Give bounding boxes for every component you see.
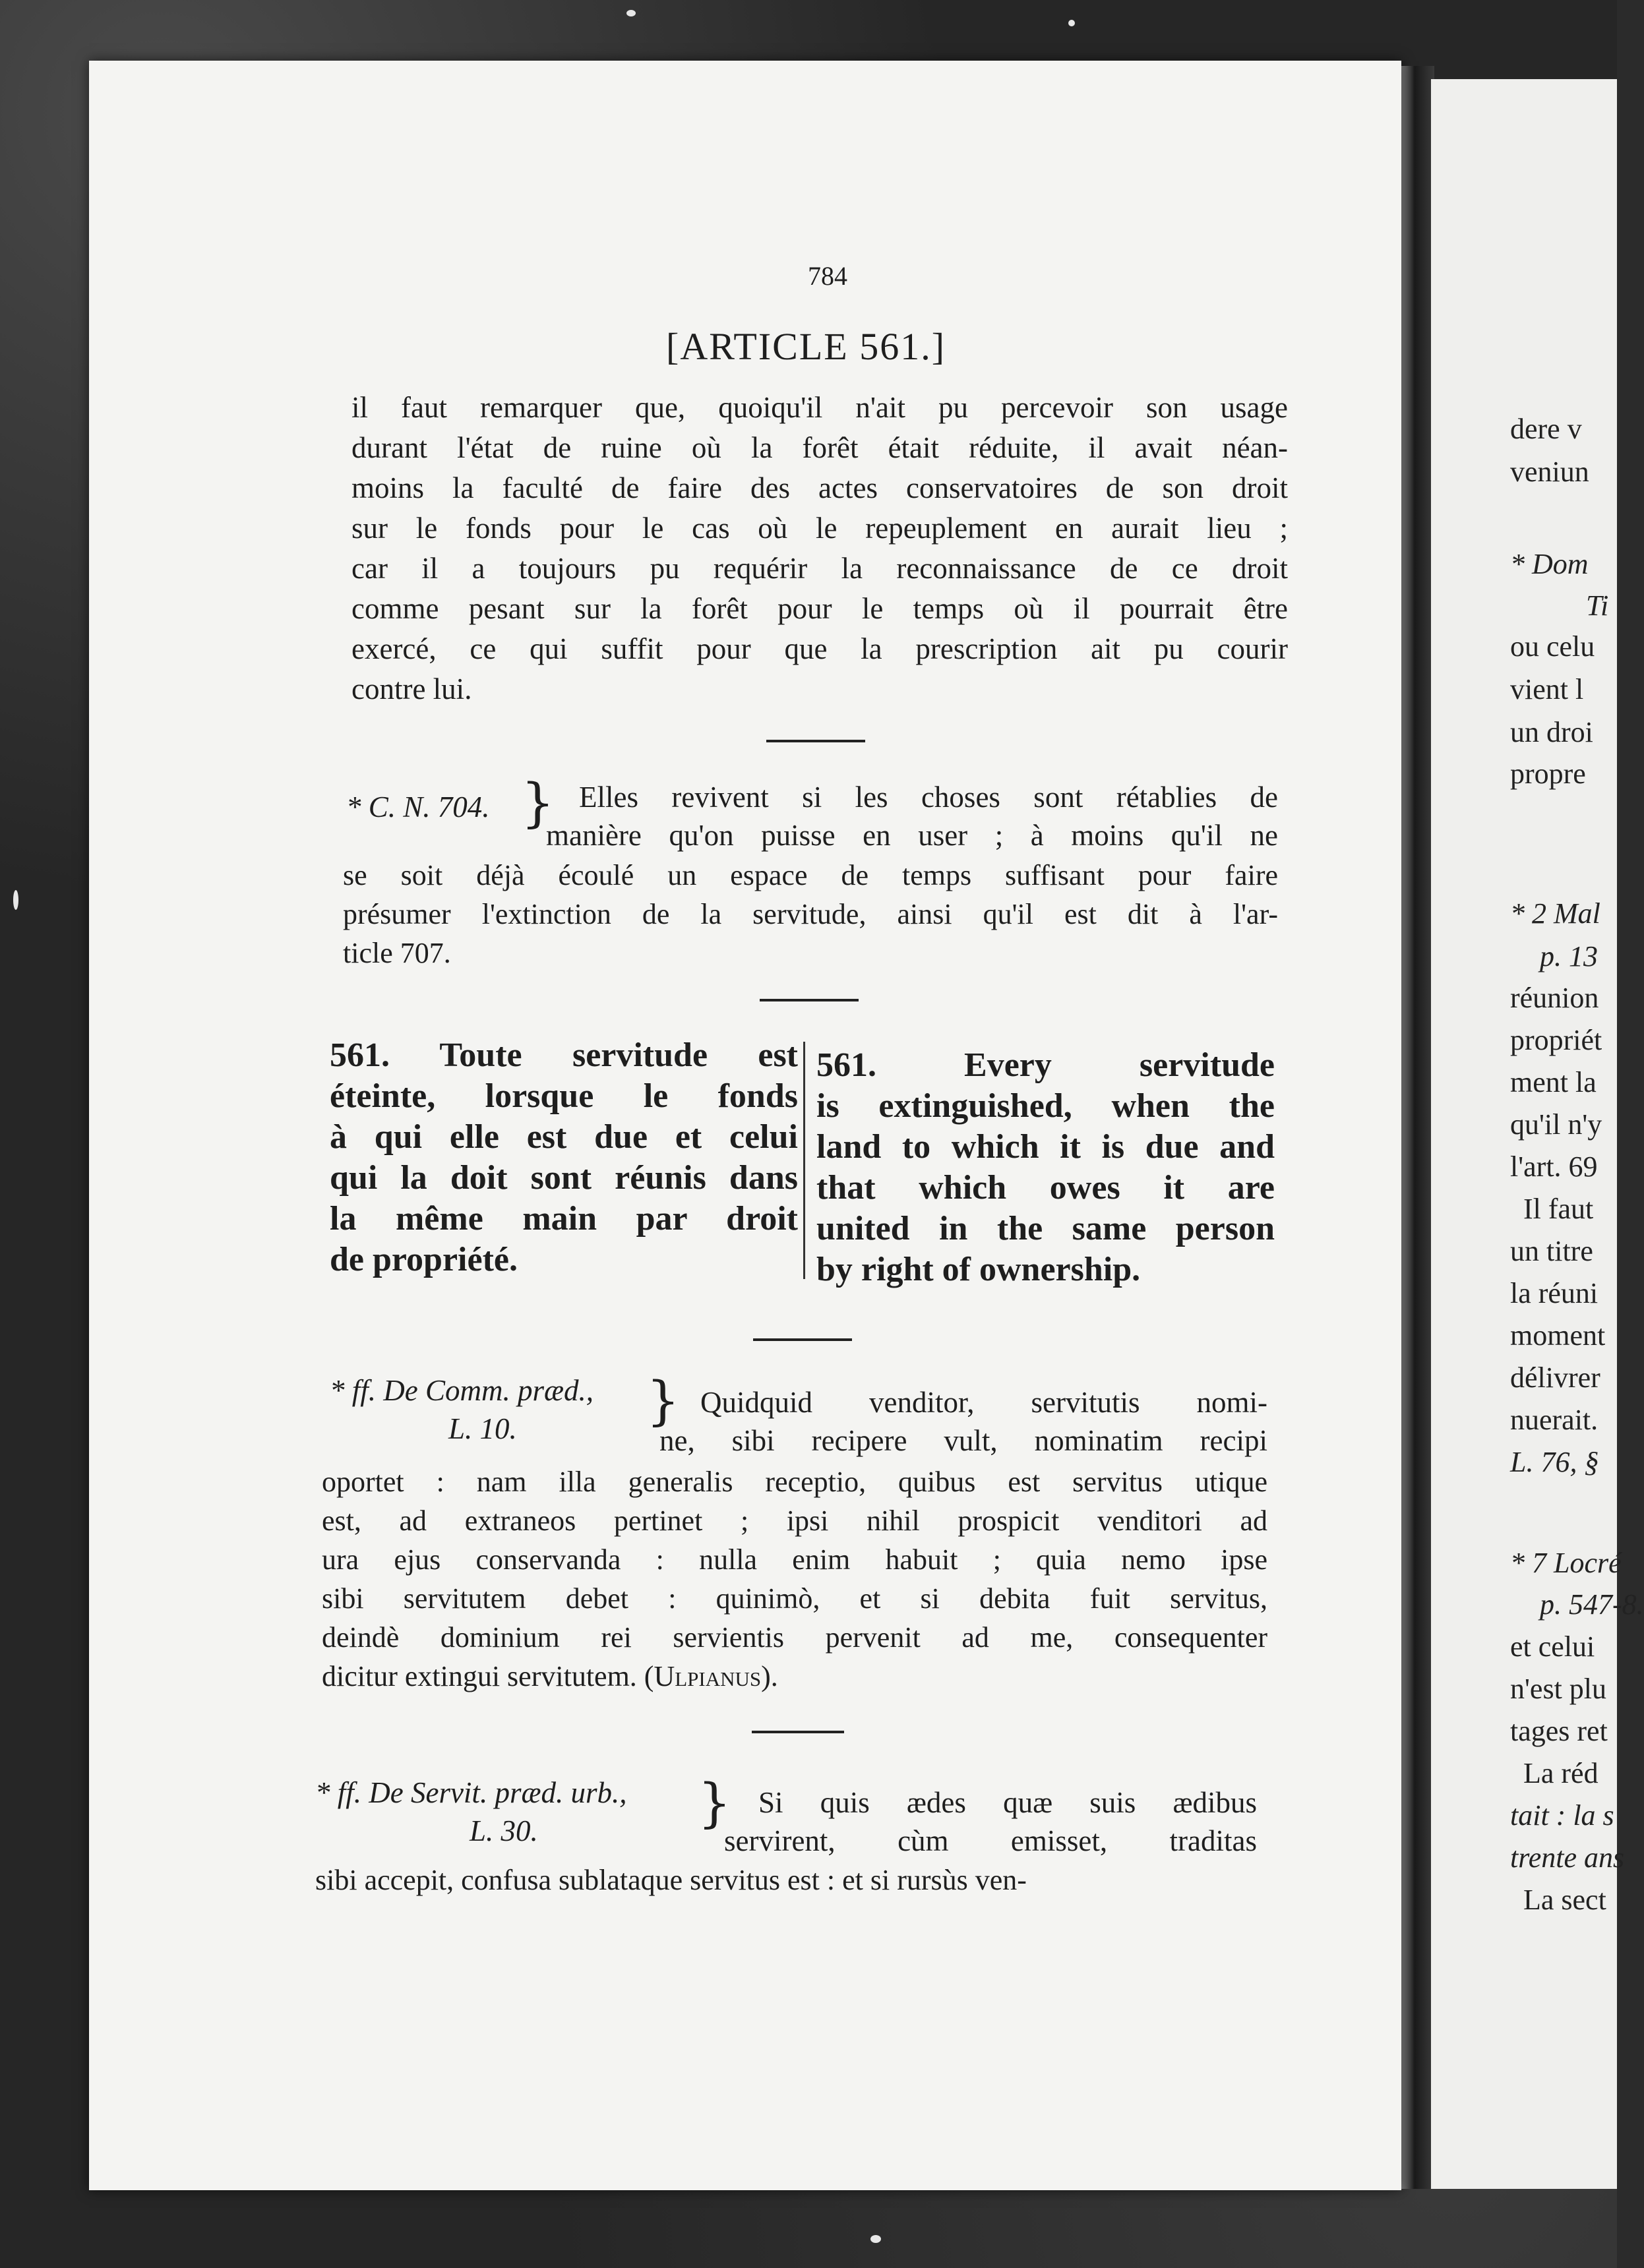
text-line: manière qu'on puisse en user ; à moins qu'il ne — [546, 819, 1278, 852]
facing-fragment: * 2 Mal — [1510, 897, 1600, 930]
text-line: ne, sibi recipere vult, nominatim recipi — [659, 1424, 1267, 1457]
dust-speck — [626, 10, 636, 16]
text-line: moins la faculté de faire des actes conservatoires de son droit — [351, 471, 1288, 504]
text-line: à qui elle est due et celui — [330, 1118, 798, 1156]
facing-fragment: qu'il n'y — [1510, 1108, 1602, 1141]
page-number: 784 — [808, 261, 847, 291]
facing-fragment: un titre — [1510, 1235, 1593, 1267]
facing-fragment: trente ans — [1510, 1841, 1625, 1874]
facing-fragment: réunion — [1510, 982, 1599, 1014]
text-line — [322, 1657, 1267, 1696]
facing-fragment: n'est plu — [1510, 1673, 1607, 1705]
text-line: contre lui. — [351, 672, 472, 705]
article-561-french — [330, 1035, 798, 1280]
text-line: oportet : nam illa generalis receptio, quibus est servitus utique — [322, 1466, 1267, 1498]
text-line: présumer l'extinction de la servitude, ainsi qu'il est dit à l'ar- — [343, 898, 1278, 930]
facing-fragment: p. 13 — [1540, 940, 1598, 972]
facing-fragment: moment — [1510, 1319, 1606, 1352]
facing-fragment: et celui — [1510, 1630, 1595, 1663]
text-line: sibi servitutem debet : quinimò, et si debita fuit servitus, — [322, 1582, 1267, 1615]
text-line: Elles revivent si les choses sont rétablies de — [579, 781, 1278, 814]
text-line: servirent, cùm emisset, traditas — [724, 1824, 1257, 1857]
text-line: sur le fonds pour le cas où le repeuplement en aurait lieu ; — [351, 512, 1288, 545]
dust-speck — [1068, 20, 1075, 26]
facing-fragment: nuerait. — [1510, 1404, 1598, 1436]
text-line: exercé, ce qui suffit pour que la prescription ait pu courir — [351, 632, 1288, 665]
text-line: ura ejus conservanda : nulla enim habuit ; quia nemo ipse — [322, 1543, 1267, 1576]
brace: } — [698, 1772, 731, 1834]
text-line: il faut remarquer que, quoiqu'il n'ait pu percevoir son usage — [351, 391, 1288, 424]
text-line: is extinguished, when the — [816, 1087, 1275, 1125]
text-line: est, ad extraneos pertinet ; ipsi nihil prospicit venditori ad — [322, 1505, 1267, 1537]
commentary-paragraph — [351, 388, 1288, 709]
text-line: 561. Toute servitude est — [330, 1036, 798, 1074]
facing-fragment: tages ret — [1510, 1715, 1608, 1747]
section-rule — [753, 1338, 852, 1341]
facing-fragment: L. 76, § — [1510, 1446, 1599, 1478]
facing-fragment: délivrer — [1510, 1361, 1600, 1394]
dust-speck — [870, 2235, 881, 2243]
text-line: durant l'état de ruine où la forêt était réduite, il avait néan- — [351, 431, 1288, 464]
text-line: sibi accepit, confusa sublataque servitus est : et si rursùs ven- — [315, 1864, 1027, 1896]
text-line: car il a toujours pu requérir la reconnaissance de ce droit — [351, 552, 1288, 585]
text-line: united in the same person — [816, 1210, 1275, 1247]
citation-label: L. 30. — [470, 1814, 538, 1847]
book-gutter — [1401, 66, 1434, 2189]
facing-fragment: Ti — [1586, 589, 1609, 622]
text-line: Quidquid venditor, servitutis nomi- — [700, 1386, 1267, 1419]
section-rule — [766, 740, 865, 742]
brace: } — [646, 1370, 680, 1431]
article-heading: [ARTICLE 561.] — [666, 325, 946, 368]
dust-speck — [13, 890, 18, 910]
facing-fragment: ment la — [1510, 1066, 1597, 1098]
text-line: land to which it is due and — [816, 1128, 1275, 1166]
facing-fragment: propre — [1510, 758, 1586, 790]
facing-fragment: vient l — [1510, 673, 1584, 705]
section-rule — [752, 1731, 844, 1733]
text-line: la même main par droit — [330, 1200, 798, 1238]
text-line: that which owes it are — [816, 1169, 1275, 1207]
facing-fragment: * 7 Locré — [1510, 1547, 1622, 1579]
text-line: éteinte, lorsque le fonds — [330, 1077, 798, 1115]
section-rule — [760, 999, 859, 1001]
text-line: dicitur extingui servitutem. — [322, 1660, 637, 1692]
text-line: se soit déjà écoulé un espace de temps suffisant pour faire — [343, 859, 1278, 891]
citation-label: * ff. De Comm. præd., — [330, 1374, 594, 1407]
facing-fragment: La sect — [1523, 1884, 1606, 1916]
facing-fragment: p. 547-8. — [1540, 1588, 1644, 1621]
facing-fragment: propriét — [1510, 1024, 1602, 1056]
text-line: qui la doit sont réunis dans — [330, 1159, 798, 1197]
column-divider — [803, 1042, 805, 1279]
text-line: ticle 707. — [343, 937, 451, 969]
brace: } — [521, 772, 555, 833]
text-line: de propriété. — [330, 1241, 518, 1278]
facing-fragment: * Dom — [1510, 548, 1589, 580]
citation-label: * ff. De Servit. præd. urb., — [315, 1776, 627, 1809]
facing-fragment: ou celu — [1510, 630, 1595, 663]
facing-fragment: la réuni — [1510, 1277, 1598, 1309]
text-line: by right of ownership. — [816, 1251, 1141, 1288]
article-561-english — [816, 1045, 1275, 1290]
facing-fragment: dere v — [1510, 413, 1582, 445]
facing-fragment: l'art. 69 — [1510, 1150, 1598, 1183]
citation-label: L. 10. — [448, 1412, 517, 1445]
text-line: deindè dominium rei servientis pervenit ad me, consequenter — [322, 1621, 1267, 1654]
text-line: 561. Every servitude — [816, 1046, 1275, 1084]
facing-fragment: un droi — [1510, 716, 1593, 748]
citation-author: (Ulpianus). — [644, 1660, 778, 1692]
facing-fragment: tait : la s — [1510, 1799, 1614, 1832]
facing-fragment: Il faut — [1523, 1193, 1594, 1225]
text-line: Si quis ædes quæ suis ædibus — [758, 1786, 1257, 1819]
citation-label: * C. N. 704. — [346, 791, 490, 823]
facing-fragment: La réd — [1523, 1757, 1598, 1789]
facing-fragment: veniun — [1510, 456, 1589, 488]
text-line: comme pesant sur la forêt pour le temps où il pourrait être — [351, 592, 1288, 625]
